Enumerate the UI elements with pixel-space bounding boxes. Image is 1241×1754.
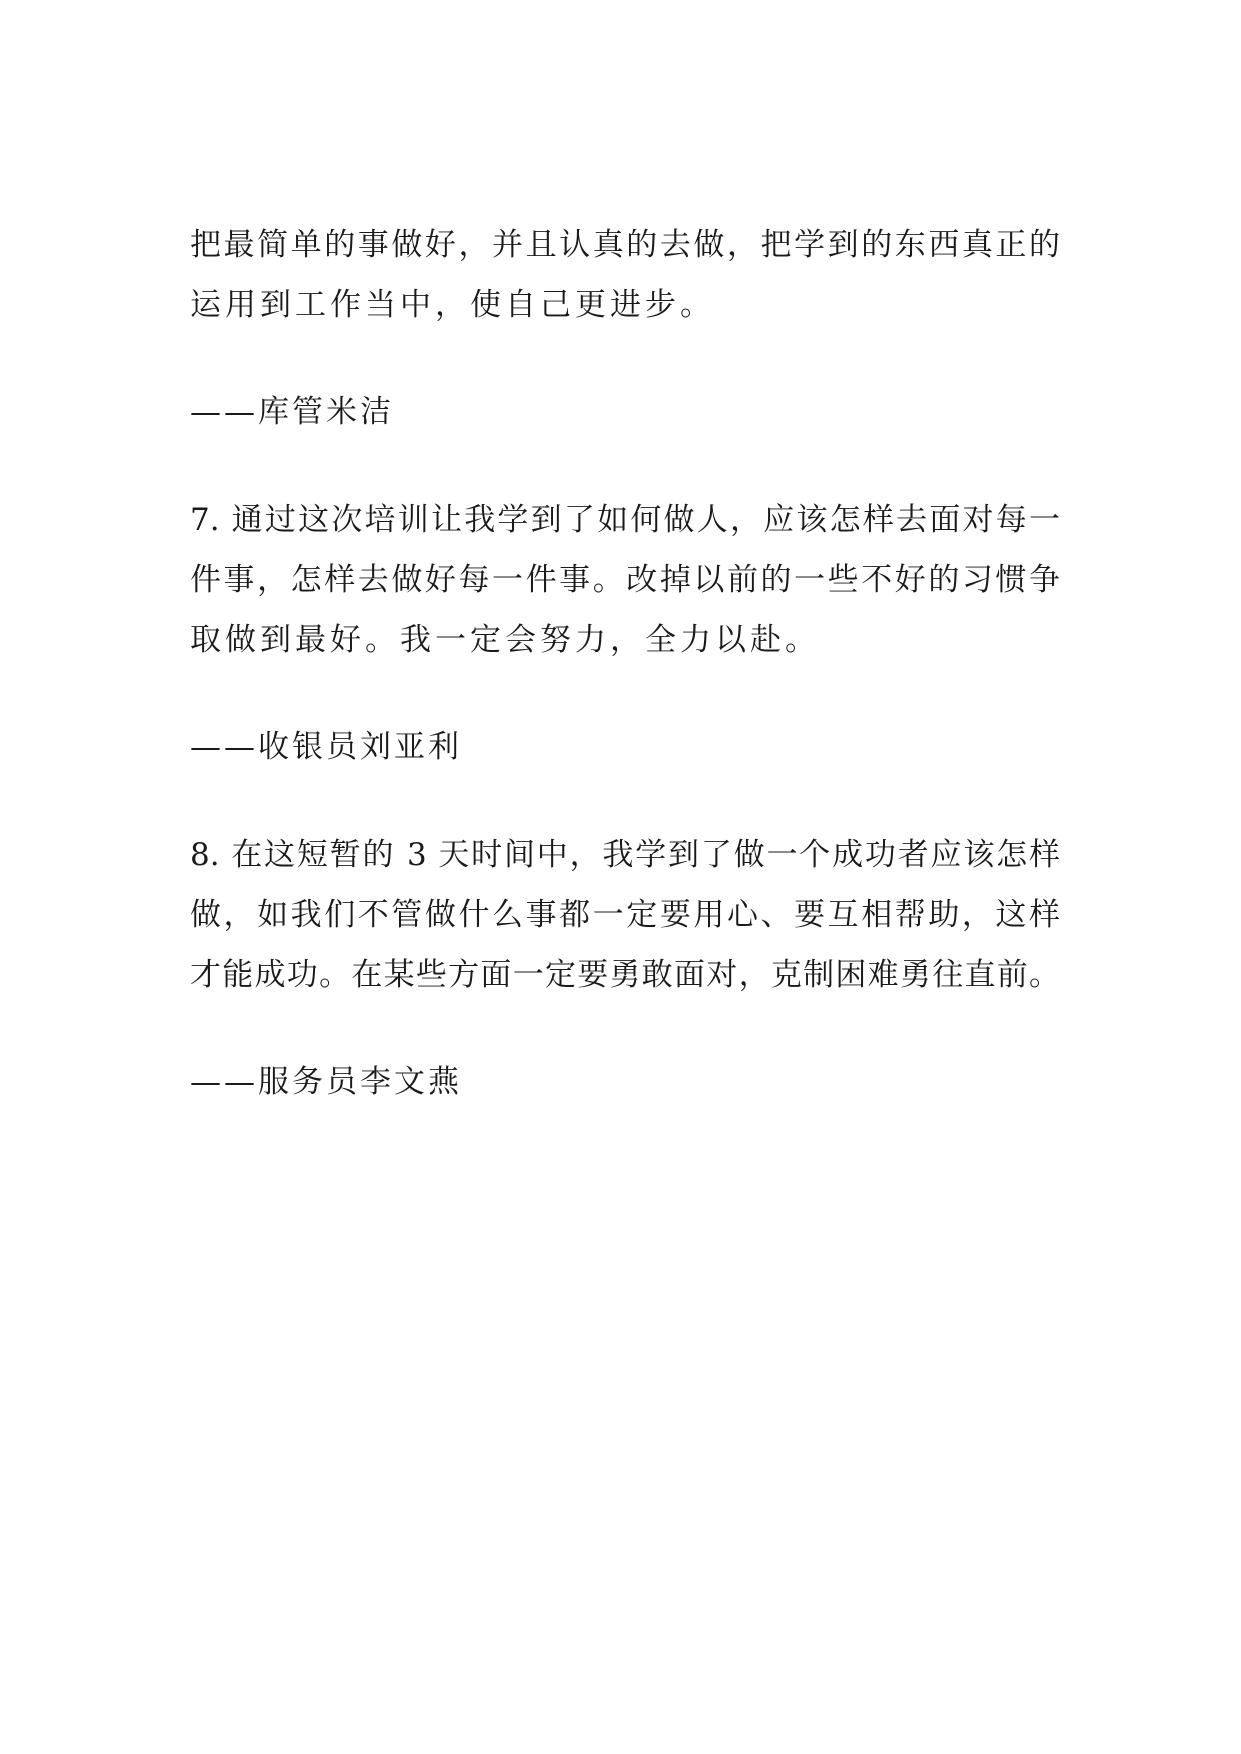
paragraph-line: 运用到工作当中，使自己更进步。: [190, 287, 715, 323]
paragraph-line: 8. 在这短暂的 3 天时间中，我学到了做一个成功者应该怎样: [190, 837, 1060, 873]
paragraph-line: 取做到最好。我一定会努力，全力以赴。: [190, 622, 820, 658]
paragraph-line: 把最简单的事做好，并且认真的去做，把学到的东西真正的: [190, 227, 1060, 263]
paragraph-line: 7. 通过这次培训让我学到了如何做人，应该怎样去面对每一: [190, 502, 1060, 538]
paragraph-line: 做，如我们不管做什么事都一定要用心、要互相帮助，这样: [190, 897, 1060, 933]
paragraph-line: 件事，怎样去做好每一件事。改掉以前的一些不好的习惯争: [190, 562, 1060, 598]
paragraph-line: 才能成功。在某些方面一定要勇敢面对，克制困难勇往直前。: [190, 957, 1060, 993]
signature: ——库管米洁: [190, 394, 394, 430]
signature: ——收银员刘亚利: [190, 729, 462, 765]
signature: ——服务员李文燕: [190, 1064, 462, 1100]
